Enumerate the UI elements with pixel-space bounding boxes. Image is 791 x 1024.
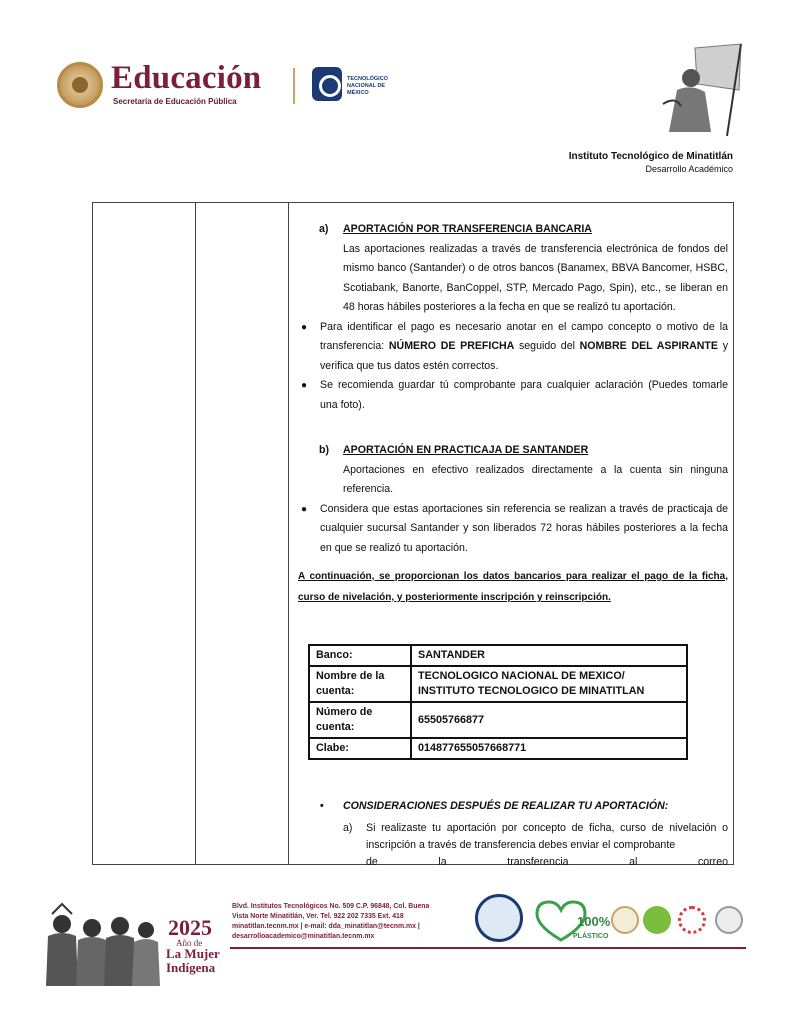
bullet-icon: •: [320, 800, 324, 812]
address-line: minatitlan.tecnm.mx | e-mail: dda_minatitlan@tecnm.mx |: [232, 923, 420, 930]
address-line: Blvd. Institutos Tecnológicos No. 509 C.P. 96848, Col. Buena: [232, 903, 430, 910]
year-title: [166, 947, 220, 975]
account-number-value: 65505766877: [411, 702, 687, 738]
address-line: desarrolloacademico@minatitlan.tecnm.mx: [232, 933, 375, 940]
spacer: [298, 558, 728, 566]
section-b-letter: b): [319, 444, 329, 456]
column-divider: [288, 203, 289, 864]
tecnm-logo-icon: [312, 67, 342, 101]
bullet-text: Para identificar el pago es necesario anotar en el campo concepto o motivo de la transferencia:: [320, 320, 728, 352]
considerations-title: CONSIDERACIONES DESPUÉS DE REALIZAR TU APORTACIÓN:: [343, 800, 669, 812]
heroine-flag-illustration-icon: [655, 44, 745, 136]
gold-seal-icon: [611, 906, 639, 934]
bullet-icon: ●: [301, 321, 308, 333]
table-row: [309, 666, 687, 702]
section-b-title: APORTACIÓN EN PRACTICAJA DE SANTANDER: [343, 444, 589, 456]
section-a-title: APORTACIÓN POR TRANSFERENCIA BANCARIA: [343, 223, 592, 235]
content-column: [298, 220, 728, 608]
bank-data-note: A continuación, se proporcionan los datos bancarios para realizar el pago de la ficha, curso de nivelación, y posteriormente inscripción y reinscripción.: [298, 571, 728, 603]
spacer: [298, 415, 728, 441]
department-name: Desarrollo Académico: [645, 164, 733, 174]
section-b-text: Aportaciones en efectivo realizados directamente a la cuenta sin ninguna referencia.: [343, 463, 728, 495]
considerations-section: [298, 798, 728, 871]
item-text-continued: de la transferencia al correo: [366, 856, 728, 868]
bullet-bold: NOMBRE DEL ASPIRANTE: [579, 340, 718, 352]
bullet-text: seguido del: [514, 340, 580, 352]
bullet-icon: ●: [301, 380, 308, 391]
year-title-line: Indígena: [166, 960, 216, 975]
indigenous-women-illustration-icon: [42, 902, 164, 986]
bullet-bold: NÚMERO DE PREFICHA: [388, 340, 515, 352]
account-name-value: TECNOLOGICO NACIONAL DE MEXICO/ INSTITUTO TECNOLOGICO DE MINATITLAN: [411, 666, 687, 702]
bullet-text: Se recomienda guardar tú comprobante para cualquier aclaración (Puedes tomarle una foto).: [320, 379, 728, 411]
account-number-label: Número de cuenta:: [309, 702, 411, 738]
clabe-label: Clabe:: [309, 738, 411, 759]
espacio-libre-plastico-icon: [529, 896, 611, 942]
year-2025: 2025: [168, 915, 212, 940]
logo-divider: [293, 68, 295, 104]
bullet-text: y verifica que tus datos estén correctos.: [320, 340, 728, 372]
svg-text:PLÁSTICO: PLÁSTICO: [573, 933, 609, 940]
bank-label: Banco:: [309, 645, 411, 666]
quality-cert-icon: [475, 894, 523, 942]
item-text: Si realizaste tu aportación por concepto de ficha, curso de nivelación o inscripción a través de transferencia debes enviar el comprobante: [366, 822, 728, 851]
bullet-text: Considera que estas aportaciones sin referencia se realizan a través de practicaja de cualquier sucursal Santander y son liberados 72 horas hábiles posteriores a la fecha en que se realizó tu aportación.: [320, 502, 728, 554]
certification-badges: [473, 892, 749, 942]
year-title-line: La Mujer: [166, 946, 220, 961]
table-row: [309, 645, 687, 666]
clabe-value: 014877655057668771: [411, 738, 687, 759]
section-a-heading: [298, 220, 728, 240]
considerations-item-a: [298, 820, 728, 871]
section-a-letter: a): [319, 223, 329, 235]
section-a-text: Las aportaciones realizadas a través de transferencia electrónica de fondos del mismo banco (Santander) o de otros bancos (Banamex, BBVA Bancomer, HSBC, Scotiabank, Banorte, BanCoppel, STP, Mercado Pago, Spin), etc., se liberan en 48 horas hábiles posteriores a la fecha en que se realizó tu aportación.: [343, 242, 728, 313]
bullet-icon: ●: [301, 503, 308, 515]
section-b-heading: [298, 441, 728, 461]
address-line: Vista Norte Minatitlán, Ver. Tel. 922 202 7335 Ext. 418: [232, 913, 404, 920]
iso-14001-icon: [643, 906, 671, 934]
table-row: [309, 702, 687, 738]
institute-name: Instituto Tecnológico de Minatitlán: [568, 151, 733, 162]
page-header: [0, 0, 791, 190]
year-subtitle: Año de: [176, 938, 203, 948]
bullet-identify-payment: [298, 318, 728, 377]
grey-seal-icon: [715, 906, 743, 934]
bank-value: SANTANDER: [411, 645, 687, 666]
footer-divider: [230, 947, 746, 949]
page-footer: [0, 890, 791, 1024]
bullet-practicaja: [298, 500, 728, 559]
bank-details-table: [308, 644, 688, 760]
considerations-heading: [298, 798, 728, 815]
footer-address: [232, 902, 457, 942]
bullet-save-receipt: [298, 376, 728, 415]
tecnm-logo-text: TECNOLÓGICO NACIONAL DE MÉXICO: [347, 76, 388, 96]
educacion-logo-subtitle: Secretaría de Educación Pública: [113, 97, 237, 106]
mexico-seal-icon: [57, 62, 103, 108]
column-divider: [195, 203, 196, 864]
svg-text:100%: 100%: [577, 914, 611, 929]
table-row: [309, 738, 687, 759]
account-name-label: Nombre de la cuenta:: [309, 666, 411, 702]
educacion-logo-title: Educación: [111, 60, 262, 96]
equality-cert-icon: [678, 906, 706, 934]
item-letter: a): [343, 822, 353, 834]
